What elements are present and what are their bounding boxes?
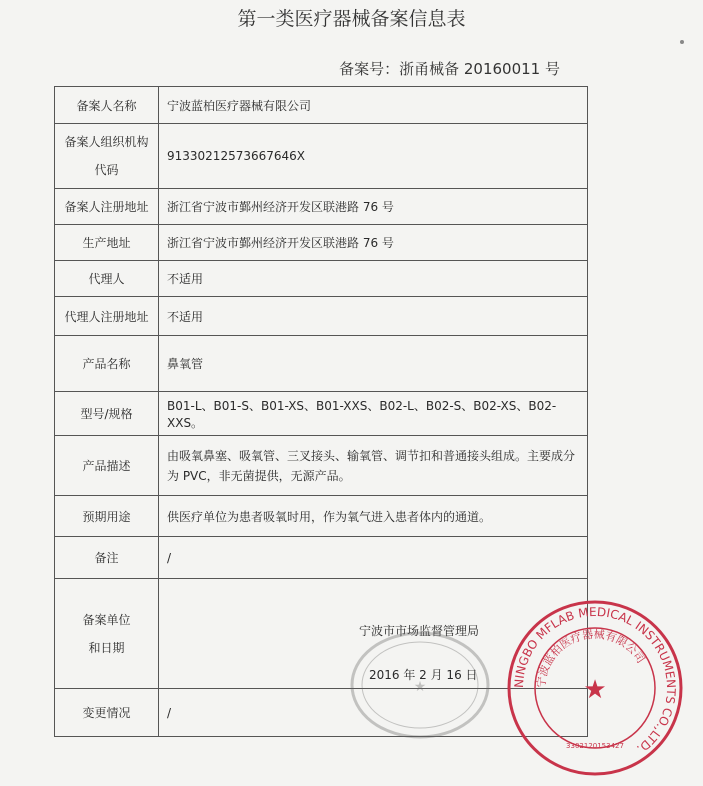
label-line: 备案人组织机构 xyxy=(64,135,149,149)
label-agent-address: 代理人注册地址 xyxy=(55,297,159,336)
value-product-name: 鼻氧管 xyxy=(159,336,588,392)
label-org-code xyxy=(55,124,159,189)
seal-ring-text: NINGBO MFLAB MEDICAL INSTRUMENTS CO.,LTD. xyxy=(511,604,679,757)
table-row xyxy=(55,496,588,537)
value-reg-address: 浙江省宁波市鄞州经济开发区联港路 76 号 xyxy=(159,189,588,225)
label-line: 备案单位 xyxy=(82,612,131,627)
filing-unit-cell xyxy=(159,579,588,689)
value-org-code: 91330212573667646X xyxy=(159,124,588,189)
table-row xyxy=(55,537,588,579)
value-intended-use: 供医疗单位为患者吸氧时用，作为氧气进入患者体内的通道。 xyxy=(159,496,588,537)
page-title: 第一类医疗器械备案信息表 xyxy=(237,8,466,30)
value-remarks: / xyxy=(159,537,588,579)
table-row xyxy=(55,392,588,436)
table-row xyxy=(55,336,588,392)
seal-star-icon: ★ xyxy=(583,675,607,705)
value-production-address: 浙江省宁波市鄞州经济开发区联港路 76 号 xyxy=(159,225,588,261)
table-row xyxy=(55,261,588,297)
seal-number: 3302120153427 xyxy=(566,742,624,750)
value-agent: 不适用 xyxy=(159,261,588,297)
value-model-spec: B01-L、B01-S、B01-XS、B01-XXS、B02-L、B02-S、B02-XS、B02-XXS。 xyxy=(159,392,588,436)
issuing-authority: 宁波市市场监督管理局 xyxy=(359,624,480,638)
value-agent-address: 不适用 xyxy=(159,297,588,336)
table-row xyxy=(55,124,588,189)
scan-speck xyxy=(680,40,684,44)
label-agent: 代理人 xyxy=(55,261,159,297)
value-product-description: 由吸氧鼻塞、吸氧管、三叉接头、输氧管、调节扣和普通接头组成。主要成分为 PVC，非无菌提供，无源产品。 xyxy=(159,436,588,496)
label-production-address: 生产地址 xyxy=(55,225,159,261)
label-filing-unit-date xyxy=(55,579,159,689)
table-row xyxy=(55,579,588,689)
label-filer-name: 备案人名称 xyxy=(55,87,159,124)
label-reg-address: 备案人注册地址 xyxy=(55,189,159,225)
label-product-description: 产品描述 xyxy=(55,436,159,496)
svg-text:★: ★ xyxy=(413,679,427,695)
label-model-spec: 型号/规格 xyxy=(55,392,159,436)
value-change-status: / xyxy=(159,689,588,737)
record-number: 备案号：浙甬械备 20160011 号 xyxy=(339,60,560,78)
label-line: 和日期 xyxy=(88,640,125,655)
table-row xyxy=(55,189,588,225)
table-row xyxy=(55,87,588,124)
value-filer-name: 宁波蓝柏医疗器械有限公司 xyxy=(159,87,588,124)
label-remarks: 备注 xyxy=(55,537,159,579)
table-row xyxy=(55,225,588,261)
table-row xyxy=(55,297,588,336)
label-intended-use: 预期用途 xyxy=(55,496,159,537)
seal-inner-text: 宁波蓝柏医疗器械有限公司 xyxy=(534,627,648,689)
label-change-status: 变更情况 xyxy=(55,689,159,737)
label-product-name: 产品名称 xyxy=(55,336,159,392)
table-row xyxy=(55,436,588,496)
issue-date: 2016 年 2 月 16 日 xyxy=(369,668,478,682)
table-row xyxy=(55,689,588,737)
label-line: 代码 xyxy=(94,163,119,177)
info-table xyxy=(54,86,588,737)
